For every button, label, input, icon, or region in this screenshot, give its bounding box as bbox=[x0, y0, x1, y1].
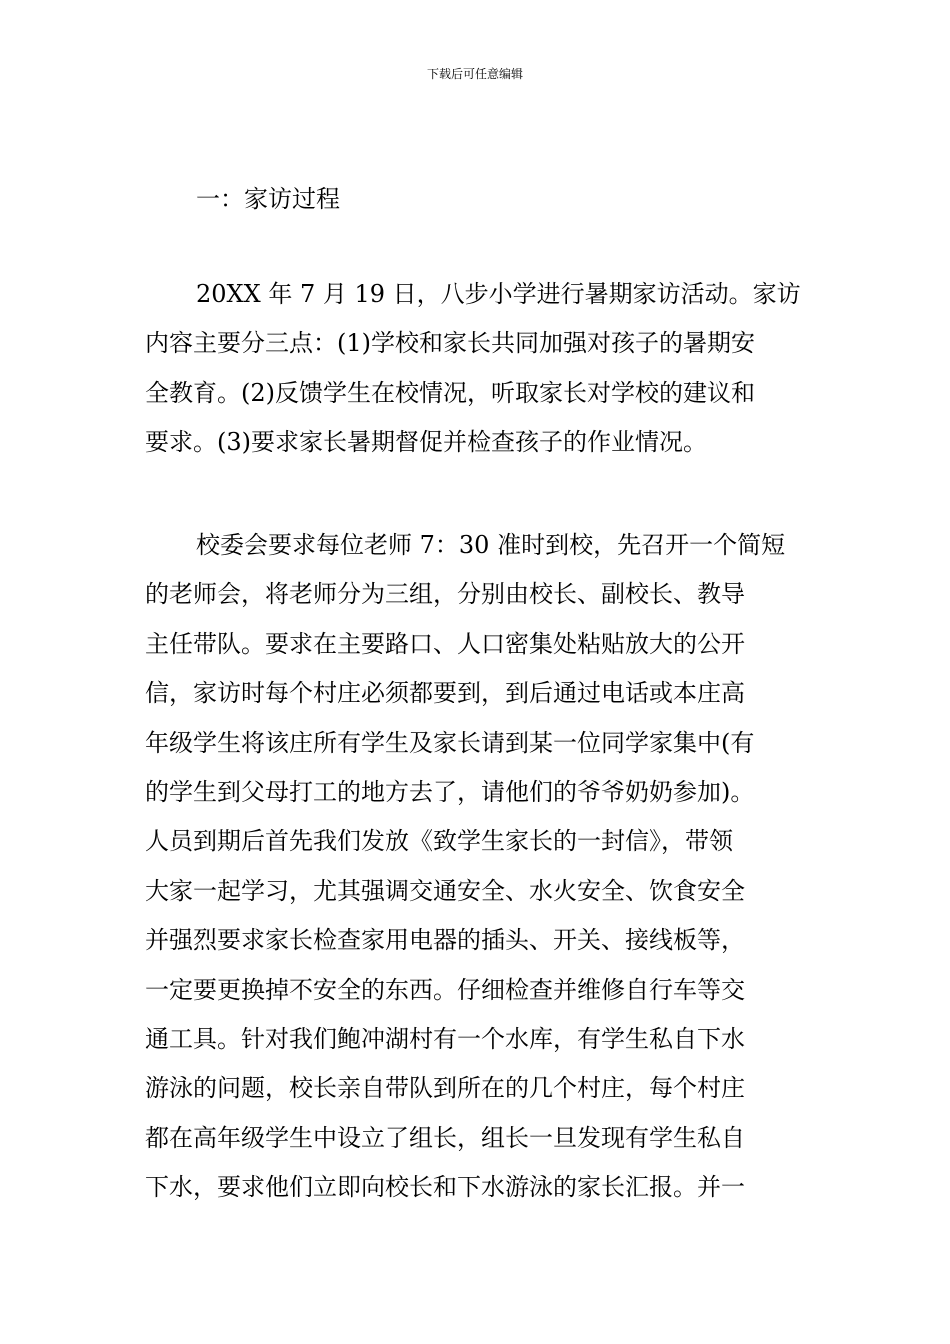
paragraph-line: 校委会要求每位老师 7：30 准时到校，先召开一个简短 bbox=[196, 531, 786, 559]
paragraph-line: 要求。(3)要求家长暑期督促并检查孩子的作业情况。 bbox=[145, 428, 707, 457]
page-header-note: 下载后可任意编辑 bbox=[426, 67, 523, 81]
paragraph-line: 都在高年级学生中设立了组长，组长一旦发现有学生私自 bbox=[145, 1123, 745, 1152]
paragraph-line: 并强烈要求家长检查家用电器的插头、开关、接线板等， bbox=[145, 926, 745, 955]
section-heading: 一：家访过程 bbox=[196, 185, 340, 213]
paragraph-line: 全教育。(2)反馈学生在校情况，听取家长对学校的建议和 bbox=[145, 378, 755, 407]
paragraph-line: 的学生到父母打工的地方去了，请他们的爷爷奶奶参加)。 bbox=[145, 777, 755, 806]
paragraph-line: 下水，要求他们立即向校长和下水游泳的家长汇报。并一 bbox=[145, 1173, 745, 1202]
paragraph-line: 20XX 年 7 月 19 日，八步小学进行暑期家访活动。家访 bbox=[196, 280, 801, 308]
paragraph-line: 信，家访时每个村庄必须都要到，到后通过电话或本庄高 bbox=[145, 679, 745, 708]
paragraph-line: 内容主要分三点：(1)学校和家长共同加强对孩子的暑期安 bbox=[145, 329, 755, 358]
paragraph-line: 大家一起学习，尤其强调交通安全、水火安全、饮食安全 bbox=[145, 876, 745, 905]
paragraph-line: 的老师会，将老师分为三组，分别由校长、副校长、教导 bbox=[145, 580, 745, 609]
paragraph-visit-arrangements bbox=[145, 521, 805, 1212]
paragraph-line: 主任带队。要求在主要路口、人口密集处粘贴放大的公开 bbox=[145, 629, 745, 658]
paragraph-line: 游泳的问题，校长亲自带队到所在的几个村庄，每个村庄 bbox=[145, 1074, 745, 1103]
paragraph-line: 人员到期后首先我们发放《致学生家长的一封信》，带领 bbox=[145, 827, 733, 856]
paragraph-line: 通工具。针对我们鲍冲湖村有一个水库，有学生私自下水 bbox=[145, 1024, 745, 1053]
paragraph-line: 一定要更换掉不安全的东西。仔细检查并维修自行车等交 bbox=[145, 975, 745, 1004]
paragraph-home-visit-content bbox=[145, 270, 805, 468]
paragraph-line: 年级学生将该庄所有学生及家长请到某一位同学家集中(有 bbox=[145, 728, 755, 757]
